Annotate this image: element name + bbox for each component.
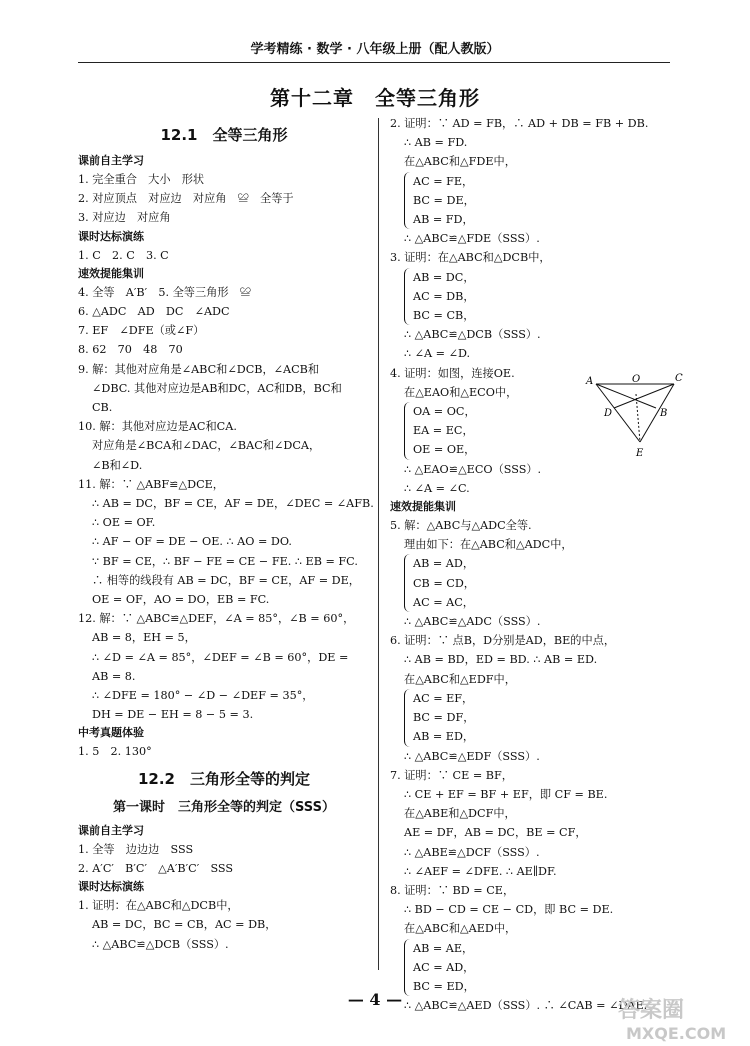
answer-line: ∴ ∠A = ∠D.: [404, 347, 471, 361]
section-title: 12.1 全等三角形: [160, 126, 288, 144]
part-heading: 课前自主学习: [78, 154, 144, 167]
answer-line: ∴ △ABE≌△DCF（SSS）.: [404, 845, 540, 859]
equation-line: AC = EF，: [413, 691, 474, 705]
equation-line: BC = CB，: [413, 309, 475, 323]
part-heading: 课前自主学习: [78, 823, 144, 837]
answer-line: ∴ AB = DC，BF = CE，AF = DE，∠DEC = ∠AFB.: [92, 497, 374, 511]
answer-line: 11. 解：∵ △ABF≌△DCE，: [78, 477, 224, 491]
answer-line: AB = 8.: [92, 669, 136, 683]
running-header: 学考精练 · 数学 · 八年级上册（配人教版）: [250, 42, 500, 57]
answer-line: 3. 对应边 对应角: [78, 211, 171, 225]
equation-line: AC = AD，: [413, 960, 475, 974]
answer-line: 在△ABC和△EDF中，: [404, 672, 516, 686]
answer-line: 1. 5 2. 130°: [78, 745, 152, 759]
equation-line: AB = DC，: [413, 270, 475, 284]
answer-line: ∴ AF − OF = DE − OE. ∴ AO = DO.: [92, 535, 292, 549]
answer-line: 1. 全等 边边边 SSS: [78, 842, 194, 856]
answer-line: ∠B和∠D.: [92, 458, 143, 472]
equation-line: CB = CD，: [413, 576, 475, 590]
equation-line: AB = FD，: [413, 213, 474, 227]
label-O: O: [632, 374, 641, 385]
answer-line: 2. A′C′ B′C′ △A′B′C′ SSS: [78, 861, 234, 875]
answer-line: CB.: [92, 401, 113, 415]
equation-line: AC = AC，: [413, 595, 474, 609]
answer-line: 1. C 2. C 3. C: [78, 248, 169, 262]
equation-system: [404, 554, 675, 612]
answer-line: 7. EF ∠DFE（或∠F）: [78, 324, 205, 338]
equation-system: [404, 689, 675, 747]
equation-line: EA = EC，: [413, 424, 474, 438]
equation-line: AC = DB，: [413, 289, 475, 303]
answer-line: 2. 对应顶点 对应边 对应角 ≌ 全等于: [78, 192, 294, 206]
equation-line: AB = ED，: [413, 730, 475, 744]
answer-line: AE = DF，AB = DC，BE = CF，: [404, 826, 587, 840]
answer-line: ∴ AB = BD，ED = BD. ∴ AB = ED.: [404, 653, 598, 667]
answer-line: 4. 全等 A′B′ 5. 全等三角形 ≌: [78, 285, 251, 299]
answer-line: 1. 完全重合 大小 形状: [78, 173, 205, 186]
answer-line: 对应角是∠BCA和∠DAC，∠BAC和∠DCA，: [92, 439, 321, 453]
answer-line: 在△ABC和△AED中，: [404, 922, 517, 936]
answer-line: 6. △ADC AD DC ∠ADC: [78, 305, 230, 319]
answer-line: 7. 证明：∵ CE = BF，: [390, 768, 513, 782]
equation-line: AC = FE，: [413, 174, 474, 188]
section-title: 12.2 三角形全等的判定: [137, 769, 310, 788]
equation-line: BC = DE，: [413, 193, 475, 207]
answer-line: AB = 8，EH = 5，: [92, 631, 196, 645]
equation-line: OA = OC，: [413, 405, 476, 419]
answer-line: ∴ AB = FD.: [404, 136, 468, 150]
answer-line: ∴ BD − CD = CE − CD，即 BC = DE.: [404, 903, 614, 917]
answer-line: ∴ △ABC≌△DCB（SSS）.: [92, 937, 229, 951]
answer-line: 9. 解：其他对应角是∠ABC和∠DCB，∠ACB和: [78, 362, 320, 376]
geometry-figure: [584, 370, 684, 460]
answer-line: 10. 解：其他对应边是AC和CA.: [78, 420, 237, 434]
answer-line: ∵ BF = CE，∴ BF − FE = CE − FE. ∴ EB = FC.: [92, 554, 358, 568]
answer-line: 4. 证明：如图，连接OE.: [390, 366, 515, 380]
answer-line: ∴ ∠A = ∠C.: [404, 481, 470, 495]
equation-line: AB = AE，: [413, 941, 474, 955]
answer-line: ∴ ∠AEF = ∠DFE. ∴ AE∥DF.: [404, 864, 557, 878]
watermark-logo: 答案圈: [618, 998, 685, 1023]
chapter-title: 第十二章 全等三角形: [270, 86, 480, 110]
equation-system: [404, 268, 675, 326]
answer-line: 6. 证明：∵ 点B，D分别是AD，BE的中点，: [390, 634, 616, 648]
label-E: E: [636, 448, 644, 459]
answer-line: 2. 证明：∵ AD = FB，∴ AD + DB = FB + DB.: [390, 117, 649, 130]
answer-line: 在△EAO和△ECO中，: [404, 385, 518, 399]
answer-line: ∴ 相等的线段有 AB = DC，BF = CE，AF = DE，: [92, 573, 360, 587]
answer-line: ∴ △ABC≌△AED（SSS）. ∴ ∠CAB = ∠DAE.: [404, 999, 648, 1013]
answer-line: 8. 62 70 48 70: [78, 343, 183, 357]
answer-line: 8. 证明：∵ BD = CE，: [390, 883, 515, 897]
part-heading: 速效提能集训: [78, 266, 144, 280]
label-D: D: [604, 408, 613, 419]
part-heading: 速效提能集训: [390, 500, 456, 514]
part-heading: 课时达标演练: [78, 229, 144, 243]
header-rule: [78, 62, 670, 63]
answer-line: ∴ OE = OF.: [92, 516, 156, 530]
answer-line: ∴ △ABC≌△EDF（SSS）.: [404, 749, 540, 763]
page-number: — 4 —: [347, 990, 403, 1009]
answer-line: 12. 解：∵ △ABC≌△DEF，∠A = 85°，∠B = 60°，: [78, 612, 355, 626]
answer-line: ∠DBC. 其他对应边是AB和DC，AC和DB，BC和: [92, 381, 342, 395]
equation-system: [404, 172, 675, 230]
column-divider: [378, 118, 379, 970]
equation-line: BC = ED，: [413, 979, 475, 993]
answer-line: ∴ △ABC≌△FDE（SSS）.: [404, 232, 540, 246]
label-A: A: [586, 376, 594, 387]
answer-line: ∴ ∠DFE = 180° − ∠D − ∠DEF = 35°，: [92, 689, 314, 703]
right-column: [390, 114, 675, 1015]
part-heading: 中考真题体验: [78, 726, 144, 740]
answer-line: AB = DC，BC = CB，AC = DB，: [92, 918, 277, 932]
answer-line: ∴ CE + EF = BF + EF，即 CF = BE.: [404, 787, 608, 801]
answer-line: 1. 证明：在△ABC和△DCB中，: [78, 899, 239, 913]
equation-line: AB = AD，: [413, 557, 475, 571]
equation-system: [404, 939, 675, 997]
answer-line: 5. 解：△ABC与△ADC全等.: [390, 519, 532, 533]
answer-line: 在△ABC和△FDE中，: [404, 155, 516, 169]
answer-line: ∴ ∠D = ∠A = 85°，∠DEF = ∠B = 60°，DE =: [92, 650, 349, 664]
left-column: [78, 118, 374, 954]
answer-line: ∴ △EAO≌△ECO（SSS）.: [404, 462, 542, 476]
label-B: B: [660, 408, 668, 419]
answer-line: ∴ △ABC≌△ADC（SSS）.: [404, 615, 541, 629]
label-C: C: [675, 373, 683, 384]
watermark-url: MXQE.COM: [626, 1024, 727, 1043]
answer-line: 3. 证明：在△ABC和△DCB中，: [390, 251, 551, 265]
answer-line: ∴ △ABC≌△DCB（SSS）.: [404, 328, 541, 342]
answer-line: OE = OF，AO = DO，EB = FC.: [92, 593, 270, 607]
equation-line: BC = DF，: [413, 711, 475, 725]
part-heading: 课时达标演练: [78, 880, 144, 894]
subsection-title: 第一课时 三角形全等的判定（SSS）: [113, 799, 335, 815]
equation-line: OE = OE，: [413, 443, 476, 457]
answer-line: DH = DE − EH = 8 − 5 = 3.: [92, 708, 254, 722]
answer-line: 在△ABE和△DCF中，: [404, 807, 516, 821]
answer-line: 理由如下：在△ABC和△ADC中，: [404, 538, 573, 552]
